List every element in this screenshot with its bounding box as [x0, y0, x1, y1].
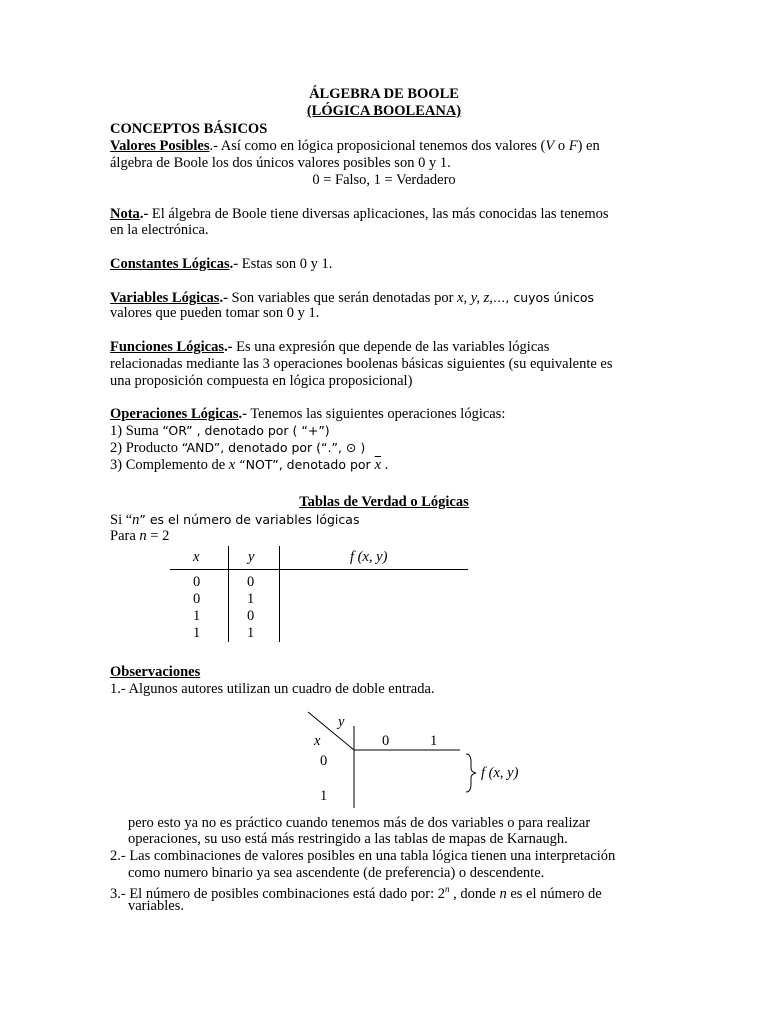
obs3-n: n: [499, 885, 507, 902]
op3-x: x: [228, 457, 236, 473]
op3-b: “NOT”, denotado por: [235, 457, 375, 472]
funciones-text: Es una expresión que depende de las variables lógicas: [232, 339, 550, 355]
variables-text-a: Son variables que serán denotadas por: [227, 290, 458, 306]
op1-a: 1) Suma: [110, 423, 163, 439]
op2-b: “AND”, denotado por (“.”, ⊙ ): [181, 440, 366, 455]
truth-header-f: f (x, y): [350, 549, 388, 565]
op1-b: “OR” , denotado por ( “+”): [162, 423, 330, 438]
valores-line2: álgebra de Boole los dos únicos valores posibles son 0 y 1.: [110, 155, 451, 171]
obs3-line2: variables.: [128, 898, 184, 914]
obs3-a: 3.- El número de posibles combinaciones está dado por: 2: [110, 885, 446, 902]
truth-cell: 1: [247, 625, 255, 641]
basic-heading: CONCEPTOS BÁSICOS: [110, 121, 268, 137]
variables-line2: valores que pueden tomar son 0 y 1.: [110, 305, 320, 321]
valores-line3: 0 = Falso, 1 = Verdadero: [312, 172, 456, 188]
operaciones-text: Tenemos las siguientes operaciones lógicas:: [246, 406, 506, 422]
op1: [110, 422, 330, 440]
valores-f: F: [568, 138, 578, 154]
obs3-c: es el número de: [506, 885, 602, 902]
variables-vars: x, y, z,: [457, 290, 493, 306]
title-line1: ÁLGEBRA DE BOOLE: [309, 86, 459, 102]
funciones-line3: una proposición compuesta en lógica proposicional): [110, 373, 413, 389]
valores-text-a: .- Así como en lógica proposicional tenemos dos valores (: [209, 138, 546, 154]
valores-v: V: [545, 138, 555, 154]
variables-sep: .-: [219, 290, 228, 306]
obs1-cont1: pero esto ya no es práctico cuando tenemos más de dos variables o para realizar: [128, 815, 591, 831]
tablas-si-a: Si “: [110, 512, 133, 528]
title-line2-text: (LÓGICA BOOLEANA): [306, 103, 462, 119]
funciones-label: Funciones Lógicas: [110, 339, 224, 355]
tablas-si-n: n: [132, 512, 140, 528]
op2: [110, 439, 365, 457]
tablas-si-b: ” es el número de variables lógicas: [139, 512, 360, 527]
right-brace-icon: [466, 754, 476, 792]
tablas-heading-wrap: [110, 494, 658, 511]
funciones-para: [110, 339, 658, 356]
truth-header-x: x: [193, 549, 200, 565]
cuadro-f: f (x, y): [481, 765, 519, 781]
valores-o: o: [554, 138, 569, 154]
funciones-line2: relacionadas mediante las 3 operaciones boolenas básicas siguientes (su equivalente es: [110, 356, 613, 372]
constantes-label: Constantes Lógicas: [110, 256, 230, 272]
nota-line2: en la electrónica.: [110, 222, 209, 238]
cuadro-col0: 0: [382, 733, 390, 749]
obs2-line2: como numero binario ya sea ascendente (de preferencia) o descendente.: [128, 865, 545, 881]
nota-label: Nota: [110, 206, 140, 222]
nota-text: El álgebra de Boole tiene diversas aplicaciones, las más conocidas las tenemos: [148, 206, 609, 222]
cuadro-x: x: [314, 733, 321, 749]
variables-text-b: cuyos únicos: [509, 290, 595, 305]
truth-cell: 0: [193, 591, 201, 607]
tablas-si: [110, 511, 359, 529]
truth-cell: 0: [247, 608, 255, 624]
valores-label: Valores Posibles: [110, 138, 210, 154]
cuadro-row1: 1: [320, 788, 328, 804]
op2-a: 2) Producto: [110, 440, 182, 456]
operaciones-sep: .-: [238, 406, 247, 422]
constantes-sep: .-: [229, 256, 239, 272]
op3: [110, 456, 388, 474]
obs3-sup: n: [445, 884, 450, 894]
tablas-para-n: n: [139, 528, 147, 544]
constantes-para: [110, 256, 332, 273]
title-line2: [110, 103, 658, 120]
tablas-heading: Tablas de Verdad o Lógicas: [299, 494, 469, 510]
truth-cell: 0: [247, 574, 255, 590]
truth-cell: 1: [193, 608, 201, 624]
tablas-para-a: Para: [110, 528, 140, 544]
obs3-b: , donde: [449, 885, 500, 902]
truth-divider-2: [279, 546, 280, 642]
truth-cell: 1: [193, 625, 201, 641]
truth-divider-1: [228, 546, 229, 642]
op3-end: .: [381, 457, 389, 473]
operaciones-para: [110, 406, 505, 423]
cuadro-row0: 0: [320, 753, 328, 769]
obs2-line1: 2.- Las combinaciones de valores posibles en una tabla lógica tienen una interpretación: [110, 848, 616, 864]
truth-cell: 0: [193, 574, 201, 590]
truth-header-y: y: [248, 549, 255, 565]
op3-a: 3) Complemento de: [110, 457, 229, 473]
truth-cell: 1: [247, 591, 255, 607]
double-entry-table: [300, 708, 540, 808]
cuadro-col1: 1: [430, 733, 438, 749]
nota-para: [110, 206, 658, 223]
nota-sep: .-: [139, 206, 149, 222]
variables-label: Variables Lógicas: [110, 290, 220, 306]
obs1-cont2: operaciones, su uso está más restringido a las tablas de mapas de Karnaugh.: [128, 831, 568, 847]
cuadro-y: y: [338, 714, 345, 730]
valores-para: [110, 138, 658, 155]
variables-dots: …,: [492, 290, 510, 305]
funciones-sep: .-: [224, 339, 233, 355]
op3-bar: $\overline{x}$: [374, 457, 382, 473]
operaciones-label: Operaciones Lógicas: [110, 406, 239, 422]
truth-header-rule: [170, 569, 468, 570]
tablas-para-b: = 2: [146, 528, 170, 544]
tablas-para: [110, 528, 169, 545]
obs1: 1.- Algunos autores utilizan un cuadro de doble entrada.: [110, 681, 435, 697]
valores-text-b: ) en: [577, 138, 600, 154]
observaciones-heading: Observaciones: [110, 664, 201, 680]
constantes-text: Estas son 0 y 1.: [238, 256, 333, 272]
